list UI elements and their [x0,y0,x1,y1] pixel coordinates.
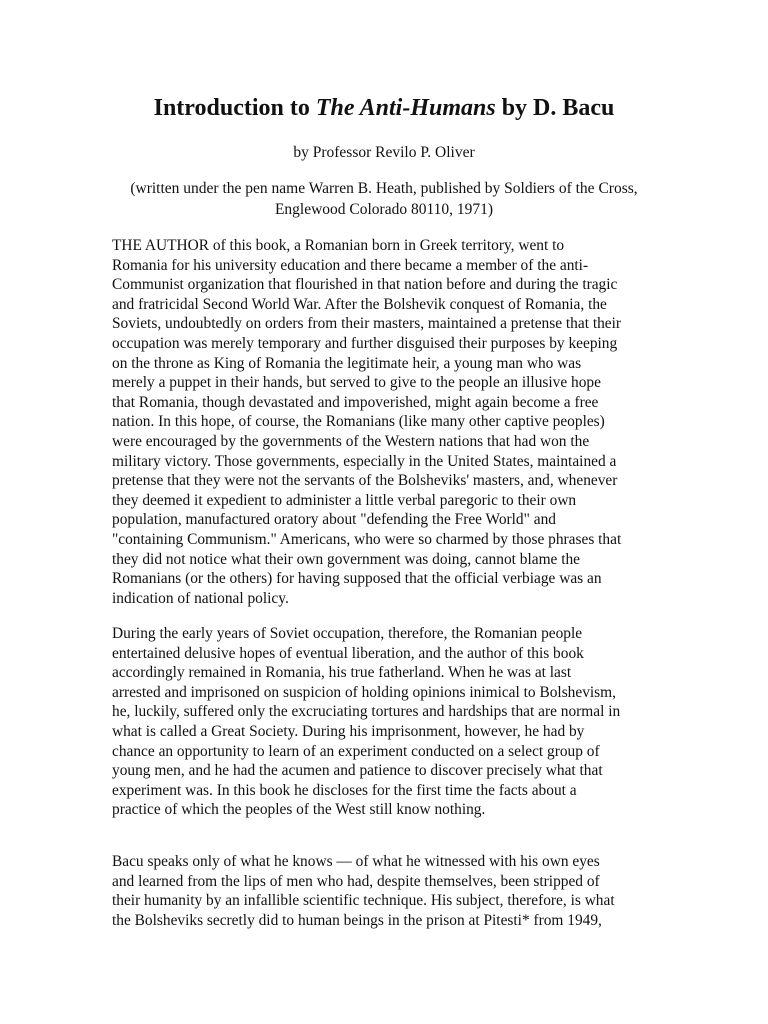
byline: by Professor Revilo P. Oliver [293,144,475,161]
text-line: chance an opportunity to learn of an experiment conducted on a select group of [112,742,600,760]
text-line: the Bolsheviks secretly did to human beings in the prison at Pitesti* from 1949, [112,911,602,929]
text-line: Bacu speaks only of what he knows — of what he witnessed with his own eyes [112,853,600,870]
text-line: entertained delusive hopes of eventual liberation, and the author of this book [112,644,584,662]
text-line: and learned from the lips of men who had, despite themselves, been stripped of [112,872,600,890]
publication-note-line: Englewood Colorado 80110, 1971) [274,201,494,218]
text-line: experiment was. In this book he discloses for the first time the facts about a [112,781,577,799]
paragraph-1 [112,236,660,608]
text-line: on the throne as King of Romania the legitimate heir, a young man who was [112,354,582,372]
title-prefix: Introduction to [153,95,316,121]
text-line: "containing Communism." Americans, who were so charmed by those phrases that [112,530,622,548]
text-line: they did not notice what their own government was doing, cannot blame the [112,550,581,568]
text-line: THE AUTHOR of this book, a Romanian born in Greek territory, went to [112,237,565,254]
text-line: and fratricidal Second World War. After the Bolshevik conquest of Romania, the [112,295,607,313]
text-line: Communist organization that flourished in that nation before and during the tragic [112,276,618,294]
text-line: accordingly remained in Romania, his true fatherland. When he was at last [112,664,572,682]
text-line: arrested and imprisoned on suspicion of holding opinions inimical to Bolshevism, [112,683,616,701]
text-line: he, luckily, suffered only the excruciating tortures and hardships that are normal in [112,703,621,721]
text-line: young men, and he had the acumen and patience to discover precisely what that [112,762,603,780]
text-line: Soviets, undoubtedly on orders from their masters, maintained a pretense that their [112,315,622,333]
publication-note [60,178,708,220]
text-line: they deemed it expedient to administer a little verbal paregoric to their own [112,491,577,509]
text-line: population, manufactured oratory about "defending the Free World" and [112,511,556,529]
paragraph-3 [112,852,660,930]
text-line: occupation was merely temporary and further disguised their purposes by keeping [112,334,618,352]
publication-note-line: (written under the pen name Warren B. Heath, published by Soldiers of the Cross, [130,180,638,197]
text-line: practice of which the peoples of the West still know nothing. [112,801,486,819]
text-line: their humanity by an infallible scientific technique. His subject, therefore, is what [112,892,615,910]
text-line: what is called a Great Society. During his imprisonment, however, he had by [112,722,585,740]
text-line: nation. In this hope, of course, the Romanians (like many other captive peoples) [112,413,605,431]
title-book-name: The Anti-Humans [315,95,496,121]
text-line: were encouraged by the governments of the Western nations that had won the [112,432,590,450]
paragraph-2 [112,624,660,820]
text-line: merely a puppet in their hands, but served to give to the people an illusive hope [112,374,601,392]
text-line: military victory. Those governments, especially in the United States, maintained a [112,452,617,470]
text-line: Romanians (or the others) for having supposed that the official verbiage was an [112,570,602,588]
text-line: that Romania, though devastated and impoverished, might again become a free [112,393,599,411]
text-line: indication of national policy. [112,589,289,607]
text-line: Romania for his university education and there became a member of the anti- [112,256,589,274]
text-line: During the early years of Soviet occupation, therefore, the Romanian people [112,625,583,642]
text-line: pretense that they were not the servants of the Bolsheviks' masters, and, whenever [112,472,618,490]
title-suffix: by D. Bacu [495,95,615,121]
document-title [0,93,768,123]
